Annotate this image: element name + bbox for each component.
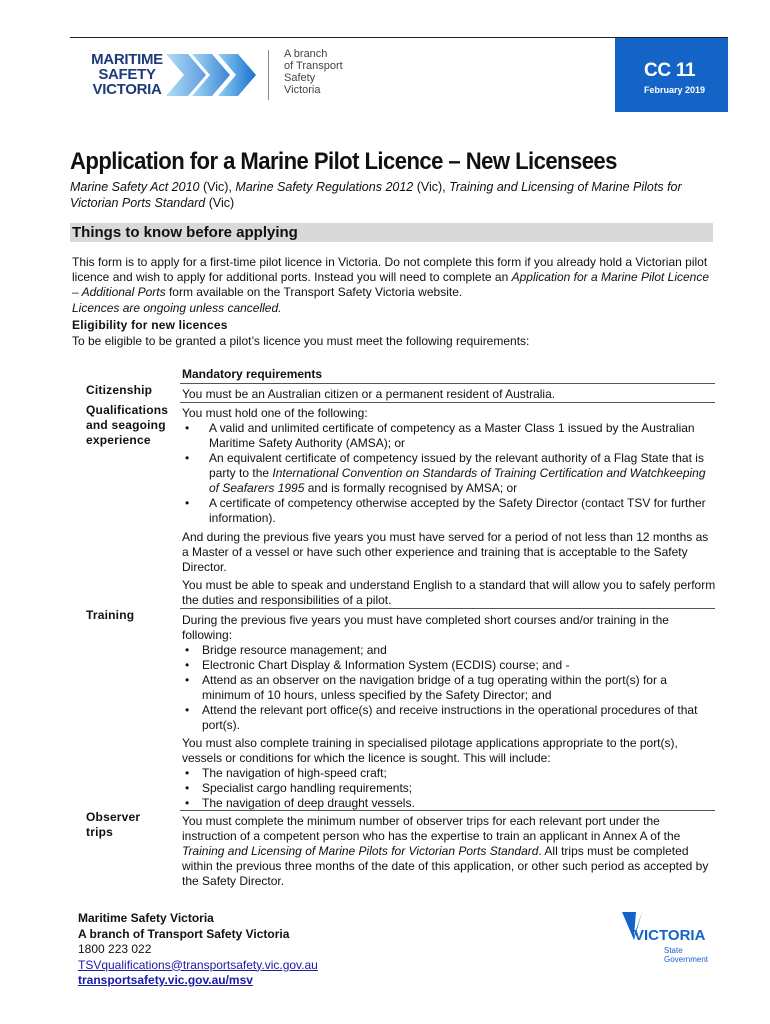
- victoria-logo-state: State: [664, 946, 683, 955]
- list-item: • Attend as an observer on the navigation bridge of a tug operating within the port(s) for a minimum of 10 hours, unless specified by the Safety Director; and: [182, 673, 717, 703]
- chevron-arrows-icon: [166, 50, 264, 100]
- footer-branch: A branch of Transport Safety Victoria: [78, 926, 290, 941]
- table-divider: [180, 608, 715, 609]
- logo-divider: [268, 50, 269, 100]
- eligibility-heading: Eligibility for new licences: [72, 318, 228, 332]
- row-label-training: Training: [86, 608, 135, 622]
- victoria-logo-government: Government: [664, 955, 709, 964]
- footer-website-link[interactable]: transportsafety.vic.gov.au/msv: [78, 973, 253, 987]
- footer-org: Maritime Safety Victoria: [78, 911, 214, 925]
- list-item: • The navigation of high-speed craft;: [182, 766, 717, 781]
- section-heading-bar: [70, 223, 713, 242]
- qualifications-experience: And during the previous five years you must have served for a period of not less than 12 months as a Master of a vessel or have such other experience and training that is acceptable to the Safety Director.: [182, 530, 709, 574]
- intro-paragraph: This form is to apply for a first-time pilot licence in Victoria. Do not complete this form if you already hold a Victorian pilot licence and wish to apply for additional ports. Instead you will need to complete an Application for a Marine Pilot Licence – Additional Ports form available on the Transport Safety Victoria website.: [72, 255, 710, 300]
- table-divider: [180, 402, 715, 403]
- victoria-logo-icon: [620, 910, 720, 966]
- section-heading: Things to know before applying: [72, 224, 298, 241]
- list-item: • Attend the relevant port office(s) and receive instructions in the operational procedures of that port(s).: [182, 703, 717, 733]
- footer-contact: [78, 911, 318, 989]
- list-item: • Specialist cargo handling requirements;: [182, 781, 717, 796]
- qualifications-requirement: You must hold one of the following: • A valid and unlimited certificate of competency as a Master Class 1 issued by the Australian Maritime Safety Authority (AMSA); or • An equivalent certificate of competency issued by the relevant authority of a Flag State that is party to the International Convention on Standards of Training Certification and Watchkeeping of Seafarers 1995 and is formally recognised by AMSA; or • A certificate of competency otherwise accepted by the Safety Director (contact TSV for further information).: [182, 406, 717, 526]
- form-date: February 2019: [644, 85, 706, 95]
- victoria-government-logo: [620, 910, 720, 966]
- training-requirement: During the previous five years you must have completed short courses and/or training in the following: • Bridge resource management; and • Electronic Chart Display & Information System (ECDIS) course; and - • Attend as an observer on the navigation bridge of a tug operating within the port(s) for a minimum of 10 hours, unless specified by the Safety Director; and • Attend the relevant port office(s) and receive instructions in the operational procedures of that port(s).: [182, 613, 717, 733]
- row-label-observer-trips: Observer trips: [86, 810, 141, 839]
- list-item: • Bridge resource management; and: [182, 643, 717, 658]
- table-divider: [180, 383, 715, 384]
- footer-phone: 1800 223 022: [78, 942, 152, 956]
- specialised-training: You must also complete training in specialised pilotage applications appropriate to the port(s), vessels or conditions for which the licence is sought. This will include: • The navigation of high-speed craft; • Specialist cargo handling requirements; • The navigation of deep draught vessels.: [182, 736, 717, 811]
- table-divider: [180, 810, 715, 811]
- eligibility-text: To be eligible to be granted a pilot’s licence you must meet the following requirements:: [72, 334, 530, 348]
- list-item: • The navigation of deep draught vessels.: [182, 796, 717, 811]
- qualifications-list: [182, 421, 717, 526]
- msv-logo-text: MARITIME SAFETY VICTORIA: [91, 51, 163, 98]
- form-code: CC 11: [644, 60, 696, 81]
- form-code-badge: [615, 38, 728, 112]
- footer-email-link[interactable]: TSVqualifications@transportsafety.vic.gov.au: [78, 957, 318, 972]
- citizenship-requirement: You must be an Australian citizen or a permanent resident of Australia.: [182, 387, 556, 401]
- list-item: • A certificate of competency otherwise accepted by the Safety Director (contact TSV for further information).: [182, 496, 717, 526]
- row-label-qualifications: Qualifications and seagoing experience: [86, 403, 169, 447]
- list-item: • A valid and unlimited certificate of competency as a Master Class 1 issued by the Australian Maritime Safety Authority (AMSA); or: [182, 421, 717, 451]
- list-item: • Electronic Chart Display & Information System (ECDIS) course; and -: [182, 658, 717, 673]
- list-item: • An equivalent certificate of competency issued by the relevant authority of a Flag State that is party to the International Convention on Standards of Training Certification and Watchkeeping of Seafarers 1995 and is formally recognised by AMSA; or: [182, 451, 717, 496]
- victoria-logo-word: VICTORIA: [634, 927, 706, 944]
- legislation-subtitle: Marine Safety Act 2010 (Vic), Marine Safety Regulations 2012 (Vic), Training and Licensing of Marine Pilots for Victorian Ports Standard (Vic): [70, 180, 682, 210]
- qualifications-english: You must be able to speak and understand English to a standard that will allow you to safely perform the duties and responsibilities of a pilot.: [182, 578, 716, 607]
- training-list: [182, 643, 717, 733]
- observer-trips-requirement: You must complete the minimum number of observer trips for each relevant port under the instruction of a competent person who has the expertise to train an applicant in Annex A of the Training and Licensing of Marine Pilots for Victorian Ports Standard. All trips must be completed within the previous three months of the date of this application, or other such period as accepted by the Safety Director.: [182, 814, 709, 888]
- tsv-branch-text: A branch of Transport Safety Victoria: [284, 48, 343, 96]
- table-column-header: Mandatory requirements: [182, 367, 323, 381]
- licences-ongoing-note: Licences are ongoing unless cancelled.: [72, 301, 282, 315]
- page-title: Application for a Marine Pilot Licence – New Licensees: [70, 148, 617, 175]
- specialised-list: [182, 766, 717, 811]
- msv-logo: [88, 48, 358, 104]
- row-label-citizenship: Citizenship: [86, 383, 153, 397]
